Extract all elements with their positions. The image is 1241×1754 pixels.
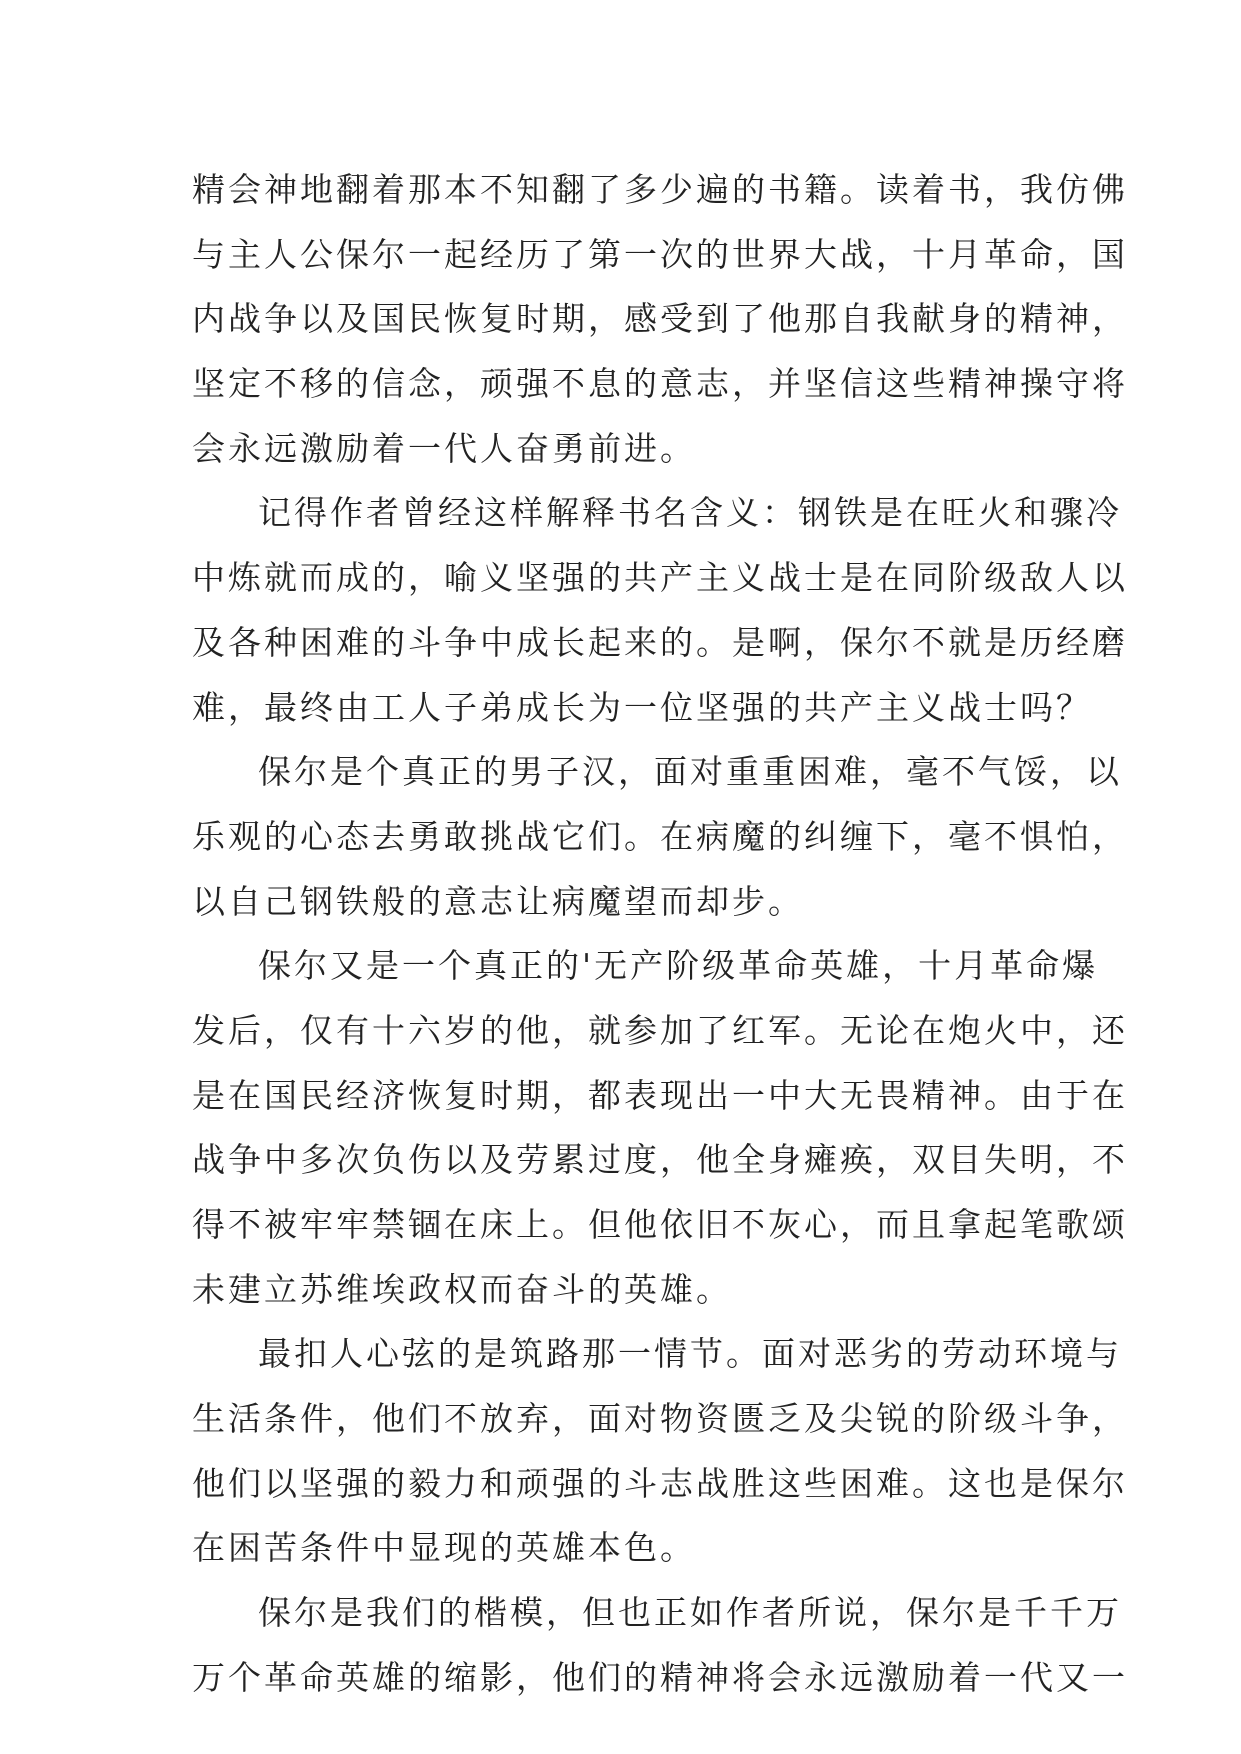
text-line: 未建立苏维埃政权而奋斗的英雄。 [192, 1269, 732, 1309]
text-line: 发后，仅有十六岁的他，就参加了红军。无论在炮火中，还 [192, 1010, 1128, 1050]
text-line: 会永远激励着一代人奋勇前进。 [192, 428, 696, 468]
text-line: 是在国民经济恢复时期，都表现出一中大无畏精神。由于在 [192, 1075, 1128, 1115]
text-line: 战争中多次负伤以及劳累过度，他全身瘫痪，双目失明，不 [192, 1140, 1128, 1180]
paragraph-2 [192, 481, 1128, 740]
text-line: 生活条件，他们不放弃，面对物资匮乏及尖锐的阶级斗争， [192, 1399, 1128, 1439]
text-line: 万个革命英雄的缩影，他们的精神将会永远激励着一代又一 [192, 1657, 1128, 1697]
text-line: 得不被牢牢禁锢在床上。但他依旧不灰心，而且拿起笔歌颂 [192, 1205, 1128, 1244]
paragraph-3 [192, 740, 1128, 934]
document-body [192, 158, 1128, 1711]
text-line: 保尔是个真正的男子汉，面对重重困难，毫不气馁，以 [258, 752, 1122, 792]
text-line: 以自己钢铁般的意志让病魔望而却步。 [192, 881, 804, 921]
text-line: 难，最终由工人子弟成长为一位坚强的共产主义战士吗？ [192, 687, 1092, 727]
text-line: 保尔是我们的楷模，但也正如作者所说，保尔是千千万 [258, 1593, 1122, 1633]
paragraph-5 [192, 1322, 1128, 1581]
paragraph-4 [192, 934, 1128, 1322]
text-line: 精会神地翻着那本不知翻了多少遍的书籍。读着书，我仿佛 [192, 170, 1128, 209]
text-line: 及各种困难的斗争中成长起来的。是啊，保尔不就是历经磨 [192, 622, 1128, 662]
text-line: 保尔又是一个真正的'无产阶级革命英雄，十月革命爆 [258, 946, 1099, 986]
text-line: 他们以坚强的毅力和顽强的斗志战胜这些困难。这也是保尔 [192, 1463, 1128, 1503]
text-line: 内战争以及国民恢复时期，感受到了他那自我献身的精神， [192, 299, 1128, 339]
text-line: 与主人公保尔一起经历了第一次的世界大战，十月革命，国 [192, 234, 1128, 274]
text-line: 记得作者曾经这样解释书名含义：钢铁是在旺火和骤冷 [258, 493, 1122, 533]
text-line: 中炼就而成的，喻义坚强的共产主义战士是在同阶级敌人以 [192, 558, 1128, 598]
text-line: 乐观的心态去勇敢挑战它们。在病魔的纠缠下，毫不惧怕， [192, 816, 1128, 856]
text-line: 坚定不移的信念，顽强不息的意志，并坚信这些精神操守将 [192, 364, 1128, 404]
paragraph-6 [192, 1581, 1128, 1710]
text-line: 最扣人心弦的是筑路那一情节。面对恶劣的劳动环境与 [258, 1334, 1122, 1374]
text-line: 在困苦条件中显现的英雄本色。 [192, 1528, 696, 1568]
paragraph-1 [192, 158, 1128, 481]
